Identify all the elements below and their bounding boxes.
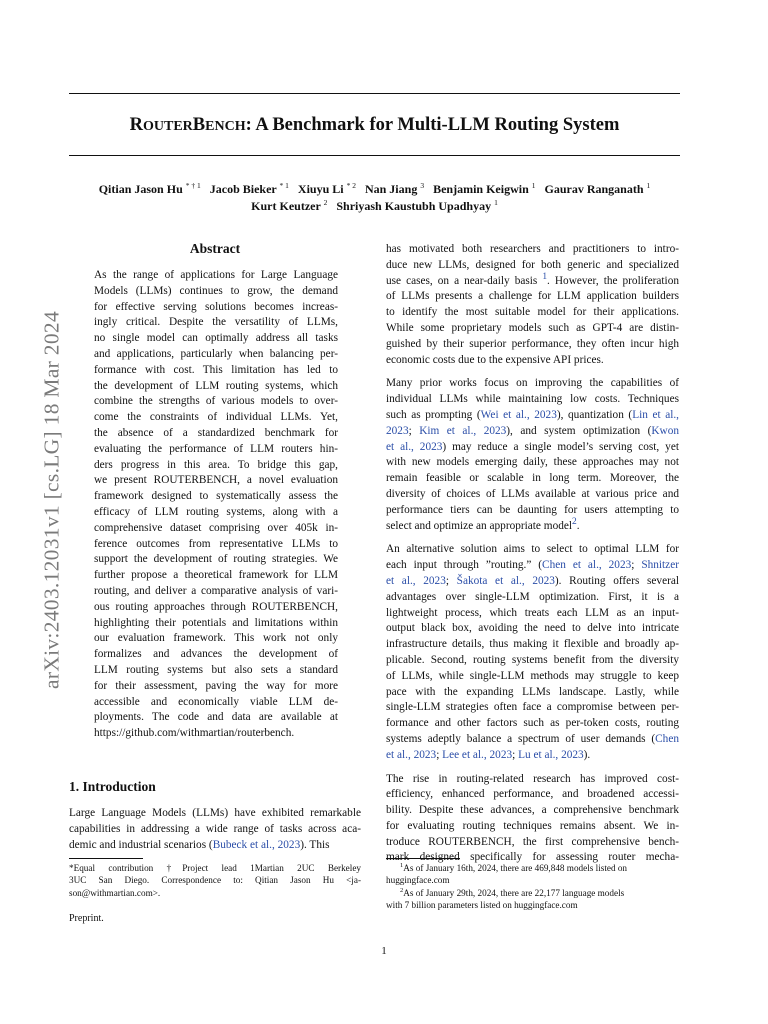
citation-link[interactable]: et al., 2023 (386, 440, 443, 453)
introduction-body: Large Language Models (LLMs) have exhibited remarkable capabilities in addressing a wide range of tasks across aca- demic and industrial scenarios (Bubeck et al., 2023). This (69, 807, 361, 851)
citation-link[interactable]: Shnitzer (641, 559, 679, 572)
footnote-1: $^1$As of January 16th, 2024, there are 469,848 models listed on (400, 861, 628, 873)
author: Jacob Bieker (209, 182, 277, 196)
citation-link[interactable]: Kim et al., 2023 (419, 424, 507, 437)
citation-link[interactable]: Chen (655, 732, 679, 745)
author-list (69, 181, 680, 215)
author: Qitian Jason Hu (98, 182, 183, 196)
citation-link[interactable]: Chen et al., 2023 (542, 559, 632, 572)
author: Nan Jiang (364, 182, 418, 196)
citation-link[interactable]: Lee et al., 2023 (442, 748, 513, 761)
citation-link[interactable]: et al., 2023 (386, 574, 446, 587)
abstract-heading: Abstract (189, 241, 241, 256)
author: Gaurav Ranganath (544, 182, 644, 196)
citation-link[interactable]: Wei et al., 2023 (480, 408, 557, 421)
author-line-1: Qitian Jason Hu $^{* \dagger 1}$ Jacob Bieker $^{* 1}$ Xiuyu Li $^{* 2}$ Nan Jiang $^3$ Benjamin Keigwin $^1$ Gaurav Ranganath $^1$ (98, 181, 651, 196)
author-line-2: Kurt Keutzer $^2$ Shriyash Kaustubh Upadhyay $^1$ (251, 198, 498, 213)
paragraph: Many prior works focus on improving the capabilities of individual LLMs while maintaining low costs. Techniques such as prompting (Wei et al., 2023), quantization (Lin et al., 2023; Kim et al., 2023), and system optimization (Kwon et al., 2023) may reduce a single model’s serving cost, yet with new models emerging daily, these approaches may not remain feasible or scalable in long term. Moreover, the diversity of choices of LLMs available at various price and performance tiers can be daunting for users attempting to select and optimize an appropriate model$^2$. (386, 377, 679, 532)
footnote-rule-left (69, 858, 143, 859)
citation-link[interactable]: Bubeck et al., 2023 (212, 838, 301, 851)
paragraph: An alternative solution aims to select to optimal LLM for each input through ”routing.” (Chen et al., 2023; Shnitzer et al., 2023; Šakota et al., 2023). Routing offers several advantages over single-LLM optimization. First, it is a lightweight process, which treats each LLM as an input- output black box, avoiding the need to delve into intricate infrastructure details, thus making it flexible and broadly ap- plicable. Second, routing systems benefit from the diversity of LLMs, while single-LLM methods may struggle to keep pace with the expanding LLMs landscape. Lastly, while single-LLM strategies often face a compromise between per- formance and other factors such as per-token costs, routing systems adeptly balance a spectrum of user demands (Chen et al., 2023; Lee et al., 2023; Lu et al., 2023). (386, 543, 679, 761)
footnote-ref[interactable]: 2 (572, 516, 577, 527)
citation-link[interactable]: Lin et al., (632, 408, 679, 421)
footnote-rule-right (386, 858, 460, 859)
footnote-2-cont: with 7 billion parameters listed on huggingface.com (386, 899, 578, 910)
citation-link[interactable]: et al., 2023 (386, 748, 437, 761)
author: Kurt Keutzer (251, 199, 321, 213)
page-number: 1 (381, 945, 387, 957)
author: Benjamin Keigwin (433, 182, 529, 196)
abstract-body: As the range of applications for Large Language Models (LLMs) continues to grow, the demand for effective serving solutions becomes increas- ingly critical. Despite the versatility of LLMs, no single model can optimally address all tasks and applications, particularly when balancing per- formance with cost. This limitation has led to the development of LLM routing systems, which combine the strengths of various models to over- come the constraints of individual LLMs. Yet, the absence of a standardized benchmark for evaluating the performance of LLM routers hin- ders progress in this area. To bridge this gap, we present ROUTERBENCH, a novel evaluation framework designed to systematically assess the efficacy of LLM routing systems, along with a comprehensive dataset comprising over 405k in- ference outcomes from representative LLMs to support the development of routing strategies. We further propose a theoretical framework for LLM routing, and deliver a comparative analysis of vari- ous routing approaches through ROUTERBENCH, highlighting their potentials and limitations within our evaluation framework. This work not only formalizes and advances the development of LLM routing systems but also sets a standard for their assessment, paving the way for more accessible and economically viable LLM de- ployments. The code and data are available at https://github.com/withmartian/routerbench. (94, 269, 338, 740)
citation-link[interactable]: Kwon (651, 424, 679, 437)
citation-link[interactable]: 2023 (386, 424, 409, 437)
affiliation-footnote: *Equal contribution †Project lead 1Martian 2UC Berkeley 3UC San Diego. Correspondence to: Qitian Jason Hu <ja- son@withmartian.com>. (69, 863, 361, 898)
citation-link[interactable]: Lu et al., 2023 (518, 748, 584, 761)
paper-title: ROUTERBENCH: A Benchmark for Multi-LLM Routing System (129, 115, 620, 135)
preprint-label: Preprint. (69, 913, 104, 924)
author: Shriyash Kaustubh Upadhyay (336, 199, 492, 213)
paragraph: has motivated both researchers and practitioners to intro- duce new LLMs, designed for both generic and specialized use cases, on a near-daily basis $^1$. However, the proliferation of LLMs presents a challenge for LLM application builders to identify the most suitable model for their applications. While some proprietary models such as GPT-4 are distin- guished by their superior performance, they often incur high economic costs due to the expensive API prices. (386, 243, 679, 366)
title-bottom-rule (69, 155, 680, 156)
right-footnotes (386, 862, 679, 911)
right-column-body (386, 242, 679, 866)
title-top-rule (69, 93, 680, 94)
citation-link[interactable]: Šakota et al., 2023 (456, 574, 555, 587)
paragraph: The rise in routing-related research has improved cost- efficiency, enhanced performance, and broadened accessi- bility. Despite these advances, a comprehensive benchmark for evaluating routing techniques remains absent. We in- troduce ROUTERBENCH, the first comprehensive bench- mark designed specifically for assessing router mecha- (386, 772, 679, 864)
footnote-2: $^2$As of January 29th, 2024, there are 22,177 language models (400, 886, 625, 898)
introduction-heading: 1. Introduction (69, 779, 156, 794)
footnote-1-cont: huggingface.com (386, 875, 450, 886)
arxiv-identifier-stamp: arXiv:2403.12031v1 [cs.LG] 18 Mar 2024 (39, 310, 64, 690)
author: Xiuyu Li (297, 182, 344, 196)
footnote-ref[interactable]: 1 (542, 271, 548, 282)
